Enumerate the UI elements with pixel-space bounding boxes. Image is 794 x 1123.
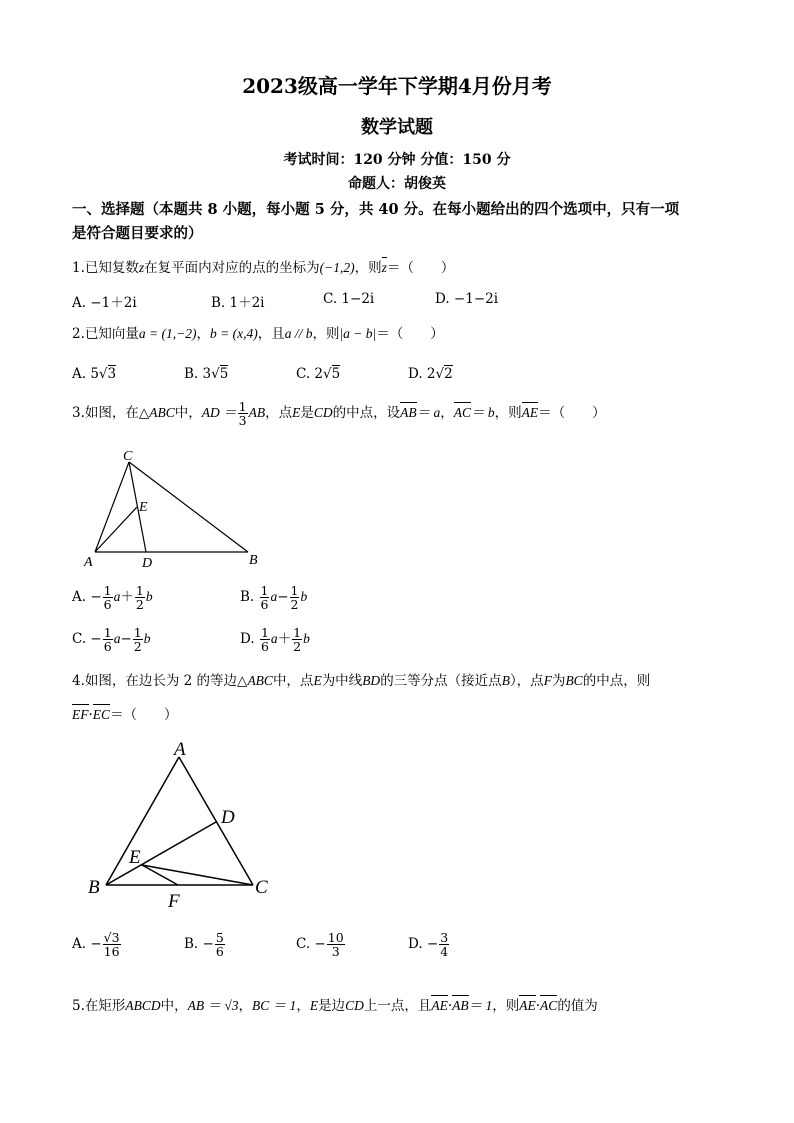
q3-option-c[interactable] xyxy=(72,626,150,653)
question-3 xyxy=(72,400,606,427)
fraction-denominator: 2 xyxy=(135,597,144,613)
fraction xyxy=(133,626,143,653)
fraction-numerator: 1 xyxy=(135,583,144,598)
label-c: C xyxy=(123,449,133,464)
q2-option-c[interactable]: C. 2√5 xyxy=(296,366,341,382)
option-vector: a xyxy=(113,589,121,605)
q3-text: ，则 xyxy=(494,405,522,422)
label-e: E xyxy=(139,500,148,515)
q5-text: ， xyxy=(296,998,310,1014)
q1-option-a[interactable]: A. −1＋2i xyxy=(72,295,137,311)
q5-vector-ac: AC xyxy=(540,998,558,1013)
q3-ad: AD ＝ xyxy=(201,405,237,421)
label-c: C xyxy=(255,877,268,898)
fraction-denominator: 2 xyxy=(293,639,302,655)
q3-ab: AB xyxy=(248,405,266,421)
fraction-numerator: 3 xyxy=(440,930,449,945)
option-label: C. 2 xyxy=(296,366,324,382)
q3-abc: ABC xyxy=(149,405,175,421)
option-prefix: C. − xyxy=(72,631,102,648)
q4-b: B xyxy=(501,673,510,688)
fraction-numerator: 1 xyxy=(260,583,269,598)
fraction-numerator: 1 xyxy=(290,583,299,598)
q3-triangle-figure xyxy=(80,445,270,575)
q4-dot: · xyxy=(88,707,93,723)
q2-text: 2.已知向量 xyxy=(72,326,139,342)
segment-ac xyxy=(95,462,129,552)
q2-vector-a: a = (1,−2) xyxy=(138,326,197,341)
option-radicand: 3 xyxy=(107,366,117,382)
q5-text: ，则 xyxy=(492,998,520,1014)
q5-dot: · xyxy=(447,998,453,1014)
q1-option-b[interactable]: B. 1＋2i xyxy=(211,295,265,311)
fraction xyxy=(327,931,345,958)
question-4-line1 xyxy=(72,669,650,689)
q1-point: (−1,2) xyxy=(319,260,355,275)
option-operator: − xyxy=(120,631,132,648)
label-a: A xyxy=(174,739,186,760)
fraction-denominator: 4 xyxy=(440,944,449,960)
fraction xyxy=(135,584,145,611)
segment-ae xyxy=(95,507,137,552)
option-operator: − xyxy=(277,589,289,606)
q5-text: 中， xyxy=(160,998,188,1014)
q4-option-d[interactable] xyxy=(408,931,450,958)
q3-vector-ae: AE xyxy=(521,405,539,421)
option-radicand: 5 xyxy=(331,366,341,382)
option-vector: b xyxy=(145,589,153,605)
q3-text: 的中点，设 xyxy=(332,405,401,422)
q5-vector-ae: AE xyxy=(519,998,536,1013)
option-prefix: B. − xyxy=(184,936,214,953)
q5-abcd: ABCD xyxy=(125,998,161,1013)
q5-text: 是边 xyxy=(318,998,346,1014)
q4-text: ＝（ ） xyxy=(110,707,178,723)
option-vector: b xyxy=(300,589,308,605)
fraction-denominator: 6 xyxy=(260,597,269,613)
q4-text: ），点 xyxy=(509,673,544,689)
fraction-denominator: 6 xyxy=(215,944,224,960)
q4-bd: BD xyxy=(362,673,381,688)
fraction-numerator: 10 xyxy=(327,930,344,945)
exam-info: 考试时间：120 分钟 分值：150 分 xyxy=(283,152,511,168)
fraction-denominator: 2 xyxy=(290,597,299,613)
label-b: B xyxy=(88,877,100,898)
fraction-numerator: 1 xyxy=(103,625,112,640)
question-5 xyxy=(72,994,598,1014)
q1-option-d[interactable]: D. −1−2i xyxy=(435,291,499,307)
q2-text: ＝（ ） xyxy=(376,326,444,342)
fraction xyxy=(292,626,302,653)
option-vector: a xyxy=(113,631,121,647)
label-e: E xyxy=(129,847,141,868)
q3-text: 3.如图，在△ xyxy=(72,405,150,422)
q3-cd: CD xyxy=(313,405,333,421)
fraction-denominator: 3 xyxy=(238,413,247,429)
q4-text: 为 xyxy=(551,673,566,689)
q4-option-a[interactable] xyxy=(72,931,122,958)
q2-vector-b: b = (x,4) xyxy=(209,326,258,341)
option-label: D. 2 xyxy=(408,366,436,382)
exam-title: 2023级高一学年下学期4月份月考 xyxy=(242,74,552,98)
q3-text: 是 xyxy=(300,405,314,422)
fraction xyxy=(260,626,270,653)
q3-option-d[interactable] xyxy=(240,626,310,653)
option-operator: ＋ xyxy=(120,589,134,606)
label-a: A xyxy=(84,555,93,570)
q4-text: 的中点，则 xyxy=(582,673,651,689)
option-prefix: D. xyxy=(240,631,259,648)
option-radicand: 5 xyxy=(219,366,229,382)
section-heading-line2: 是符合题目要求的） xyxy=(72,225,203,242)
fraction-numerator: 1 xyxy=(293,625,302,640)
q4-f: F xyxy=(543,673,552,688)
q2-parallel: a // b xyxy=(284,326,313,341)
fraction xyxy=(290,584,300,611)
fraction xyxy=(439,931,449,958)
q3-eq-a: ＝ a xyxy=(416,405,441,421)
fraction xyxy=(215,931,225,958)
q1-zbar: z xyxy=(381,260,387,275)
q2-option-d[interactable]: D. 2√2 xyxy=(408,366,453,382)
q2-abs-expr: |a − b| xyxy=(339,326,377,341)
q1-option-c[interactable]: C. 1−2i xyxy=(323,291,375,307)
label-d: D xyxy=(221,807,235,828)
q4-bc: BC xyxy=(565,673,583,688)
q2-option-b[interactable]: B. 3√5 xyxy=(184,366,229,382)
exam-author: 命题人：胡俊英 xyxy=(348,176,446,192)
option-label: A. 5 xyxy=(72,366,99,382)
label-b: B xyxy=(249,553,258,568)
q3-text: ＝（ ） xyxy=(538,405,606,422)
q4-option-c[interactable] xyxy=(296,931,346,958)
option-vector: b xyxy=(303,631,310,647)
option-vector: a xyxy=(270,631,278,647)
q3-vector-ac: AC xyxy=(453,405,471,421)
fraction-denominator: 6 xyxy=(103,597,112,613)
option-radicand: 2 xyxy=(444,366,453,382)
q5-text: ， xyxy=(238,998,253,1014)
option-prefix: B. xyxy=(240,589,259,606)
q5-vector-ae: AE xyxy=(431,998,448,1013)
q5-text: 的值为 xyxy=(557,998,598,1014)
q4-abc: ABC xyxy=(247,673,273,688)
q1-text: ，则 xyxy=(354,260,382,276)
label-d: D xyxy=(142,556,153,571)
q4-text: 4.如图，在边长为 2 的等边△ xyxy=(72,673,248,689)
q5-text: 上一点，且 xyxy=(363,998,432,1014)
section-heading-line1: 一、选择题（本题共 8 小题，每小题 5 分，共 40 分。在每小题给出的四个选项中，只有一项 xyxy=(72,201,680,218)
option-prefix: A. − xyxy=(72,589,102,606)
q1-text: 在复平面内对应的点的坐标为 xyxy=(144,260,320,276)
fraction-denominator: 16 xyxy=(103,944,120,960)
fraction-denominator: 2 xyxy=(133,639,142,655)
option-prefix: A. − xyxy=(72,936,102,953)
q4-option-b[interactable] xyxy=(184,931,226,958)
q3-text: ，点 xyxy=(265,405,293,422)
fraction-denominator: 6 xyxy=(260,639,269,655)
fraction-numerator: 1 xyxy=(103,583,112,598)
q3-fraction xyxy=(238,400,248,427)
segment-ac xyxy=(179,757,253,885)
q5-vector-ab: AB xyxy=(452,998,469,1013)
option-vector: a xyxy=(270,589,278,605)
q1-text: 1.已知复数 xyxy=(72,260,139,276)
fraction-denominator: 6 xyxy=(103,639,112,655)
q5-ab: AB ＝ √3 xyxy=(187,998,239,1013)
q3-option-b[interactable] xyxy=(240,584,307,611)
q4-e: E xyxy=(313,673,322,688)
option-prefix: D. − xyxy=(408,936,439,953)
q3-e: E xyxy=(292,405,301,421)
q4-triangle-figure xyxy=(82,735,282,910)
q3-eq-b: ＝ b xyxy=(471,405,495,421)
option-label: B. 3 xyxy=(184,366,212,382)
fraction xyxy=(103,931,121,958)
q5-cd: CD xyxy=(345,998,364,1013)
q3-text: 中， xyxy=(174,405,202,422)
q3-vector-ab: AB xyxy=(400,405,417,421)
question-2 xyxy=(72,322,444,342)
fraction xyxy=(103,584,113,611)
q4-text: 为中线 xyxy=(321,673,363,689)
q2-text: ， xyxy=(196,326,210,342)
question-4-line2 xyxy=(72,703,178,723)
fraction-denominator: 3 xyxy=(331,944,340,960)
q1-text: ＝（ ） xyxy=(386,260,455,276)
q5-text: 5.在矩形 xyxy=(72,998,126,1014)
fraction-numerator: 1 xyxy=(133,625,142,640)
q4-vector-ec: EC xyxy=(92,707,111,722)
option-prefix: C. − xyxy=(296,936,326,953)
q5-e: E xyxy=(309,998,319,1013)
q2-text: ，则 xyxy=(312,326,340,342)
option-operator: ＋ xyxy=(277,631,292,648)
fraction-numerator: √3 xyxy=(103,930,120,945)
fraction-numerator: 1 xyxy=(260,625,269,640)
fraction-numerator: 1 xyxy=(238,399,247,414)
q2-option-a[interactable]: A. 5√3 xyxy=(72,366,117,382)
option-vector: b xyxy=(143,631,151,647)
q4-text: 的三等分点（接近点 xyxy=(380,673,502,689)
q3-option-a[interactable] xyxy=(72,584,153,611)
q2-text: ，且 xyxy=(257,326,285,342)
fraction xyxy=(260,584,270,611)
exam-subtitle: 数学试题 xyxy=(361,117,433,138)
q1-var-z: z xyxy=(138,260,145,275)
q5-bc: BC ＝ 1 xyxy=(252,998,297,1013)
q3-text: ， xyxy=(440,405,454,422)
q4-vector-ef: EF xyxy=(72,707,89,722)
fraction xyxy=(103,626,113,653)
label-f: F xyxy=(168,891,180,910)
q4-text: 中，点 xyxy=(272,673,314,689)
q5-dot: · xyxy=(535,998,541,1014)
fraction-numerator: 5 xyxy=(215,930,224,945)
q5-eq1: ＝ 1 xyxy=(468,998,493,1013)
question-1 xyxy=(72,256,454,276)
